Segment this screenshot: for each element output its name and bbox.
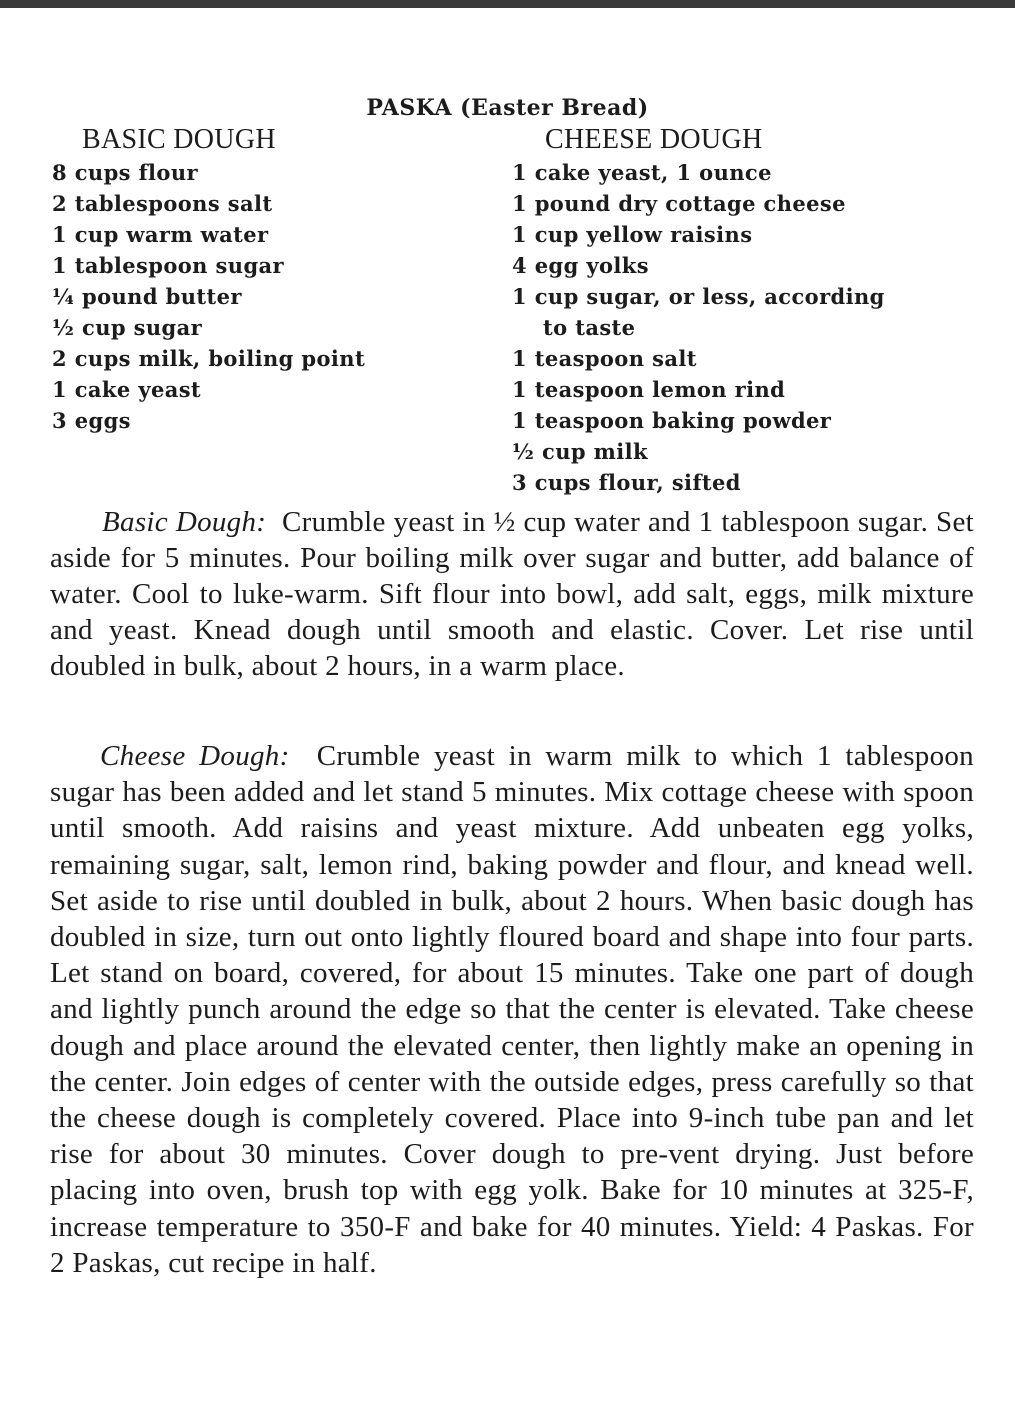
- cheese-dough-ingredients: [512, 124, 992, 498]
- cheese-dough-heading: CHEESE DOUGH: [545, 124, 763, 155]
- cheese-dough-list: [512, 157, 992, 498]
- ingredient-item: 1 cup yellow raisins: [512, 222, 753, 247]
- ingredient-item: 3 eggs: [52, 408, 131, 433]
- cheese-dough-instructions: [50, 738, 974, 1281]
- basic-dough-list: [52, 157, 482, 436]
- ingredient-item: 1 cake yeast, 1 ounce: [512, 160, 772, 185]
- ingredient-item: ½ cup sugar: [52, 315, 203, 340]
- basic-dough-ingredients: [52, 124, 482, 436]
- ingredient-item: ¼ pound butter: [52, 284, 242, 309]
- ingredient-item: ½ cup milk: [512, 439, 648, 464]
- ingredient-item: 1 pound dry cottage cheese: [512, 191, 846, 216]
- ingredient-item: 2 tablespoons salt: [52, 191, 273, 216]
- ingredient-item: 1 teaspoon baking powder: [512, 408, 832, 433]
- basic-dough-instructions: [50, 504, 974, 684]
- basic-dough-method: Crumble yeast in ½ cup water and 1 tablespoon sugar. Set aside for 5 minutes. Pour boiling milk over sugar and butter, add balance of water. Cool to luke-warm. Sift flour into bowl, add salt, eggs, milk mixture and yeast. Knead dough until smooth and elastic. Cover. Let rise until doubled in bulk, about 2 hours, in a warm place.: [50, 506, 974, 682]
- ingredient-item: 1 cup warm water: [52, 222, 269, 247]
- ingredient-item: 8 cups flour: [52, 160, 198, 185]
- ingredient-item: 4 egg yolks: [512, 253, 649, 278]
- ingredient-item: 2 cups milk, boiling point: [52, 346, 366, 371]
- recipe-title: PASKA (Easter Bread): [366, 94, 649, 121]
- ingredient-item: 1 teaspoon salt: [512, 346, 697, 371]
- ingredient-item: 3 cups flour, sifted: [512, 470, 741, 495]
- ingredient-item: 1 cup sugar, or less, according: [512, 284, 885, 309]
- basic-dough-heading: BASIC DOUGH: [82, 124, 276, 155]
- ingredient-item-continuation: to taste: [543, 315, 636, 340]
- ingredient-item: 1 teaspoon lemon rind: [512, 377, 786, 402]
- cheese-dough-method: Crumble yeast in warm milk to which 1 tablespoon sugar has been added and let stand 5 minutes. Mix cottage cheese with spoon until smooth. Add raisins and yeast mixture. Add unbeaten egg yolks, remaining sugar, salt, lemon rind, baking powder and flour, and knead well. Set aside to rise until doubled in bulk, about 2 hours. When basic dough has doubled in size, turn out onto lightly floured board and shape into four parts. Let stand on board, covered, for about 15 minutes. Take one part of dough and lightly punch around the edge so that the center is elevated. Take cheese dough and place around the elevated center, then lightly make an opening in the center. Join edges of center with the outside edges, press carefully so that the cheese dough is completely covered. Place into 9-inch tube pan and let rise for about 30 minutes. Cover dough to pre-vent drying. Just before placing into oven, brush top with egg yolk. Bake for 10 minutes at 325-F, increase temperature to 350-F and bake for 40 minutes. Yield: 4 Paskas. For 2 Paskas, cut recipe in half.: [50, 740, 974, 1279]
- cheese-dough-lead: Cheese Dough:: [100, 740, 290, 772]
- ingredient-item: 1 cake yeast: [52, 377, 202, 402]
- basic-dough-lead: Basic Dough:: [102, 506, 267, 538]
- scan-top-edge: [0, 0, 1015, 8]
- ingredient-item: 1 tablespoon sugar: [52, 253, 284, 278]
